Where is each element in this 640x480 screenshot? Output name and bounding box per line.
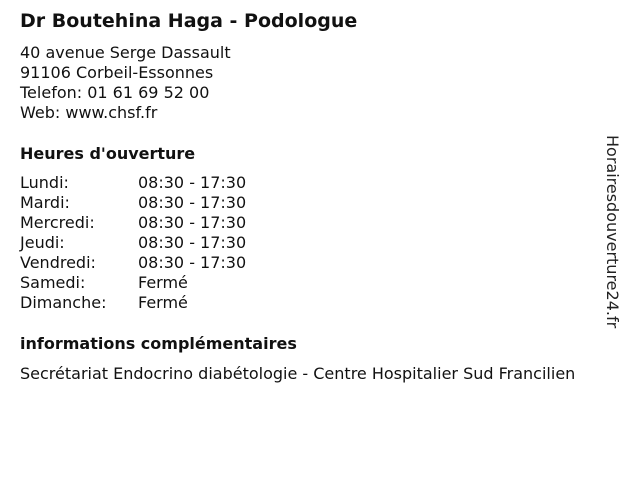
page-title: Dr Boutehina Haga - Podologue [20,10,358,32]
additional-info-text: Secrétariat Endocrino diabétologie - Centre Hospitalier Sud Francilien [20,364,576,383]
day-label: Samedi: [20,273,86,292]
hours-value: 08:30 - 17:30 [138,253,247,272]
hours-value: 08:30 - 17:30 [138,193,247,212]
city-address: 91106 Corbeil-Essonnes [20,63,214,82]
day-label: Vendredi: [20,253,96,272]
day-label: Dimanche: [20,293,107,312]
website: Web: www.chsf.fr [20,103,158,122]
hours-value: Fermé [138,293,188,312]
additional-info-heading: informations complémentaires [20,334,297,353]
day-label: Jeudi: [20,233,65,252]
phone-number: Telefon: 01 61 69 52 00 [20,83,210,102]
day-label: Mardi: [20,193,70,212]
hours-value: 08:30 - 17:30 [138,173,247,192]
address-block [20,43,231,123]
street-address: 40 avenue Serge Dassault [20,43,231,62]
day-label: Mercredi: [20,213,95,232]
hours-value: Fermé [138,273,188,292]
hours-value: 08:30 - 17:30 [138,233,247,252]
day-label: Lundi: [20,173,69,192]
opening-hours-heading: Heures d'ouverture [20,144,196,163]
site-watermark: Horairesdouverture24.fr [603,135,622,329]
hours-value: 08:30 - 17:30 [138,213,247,232]
